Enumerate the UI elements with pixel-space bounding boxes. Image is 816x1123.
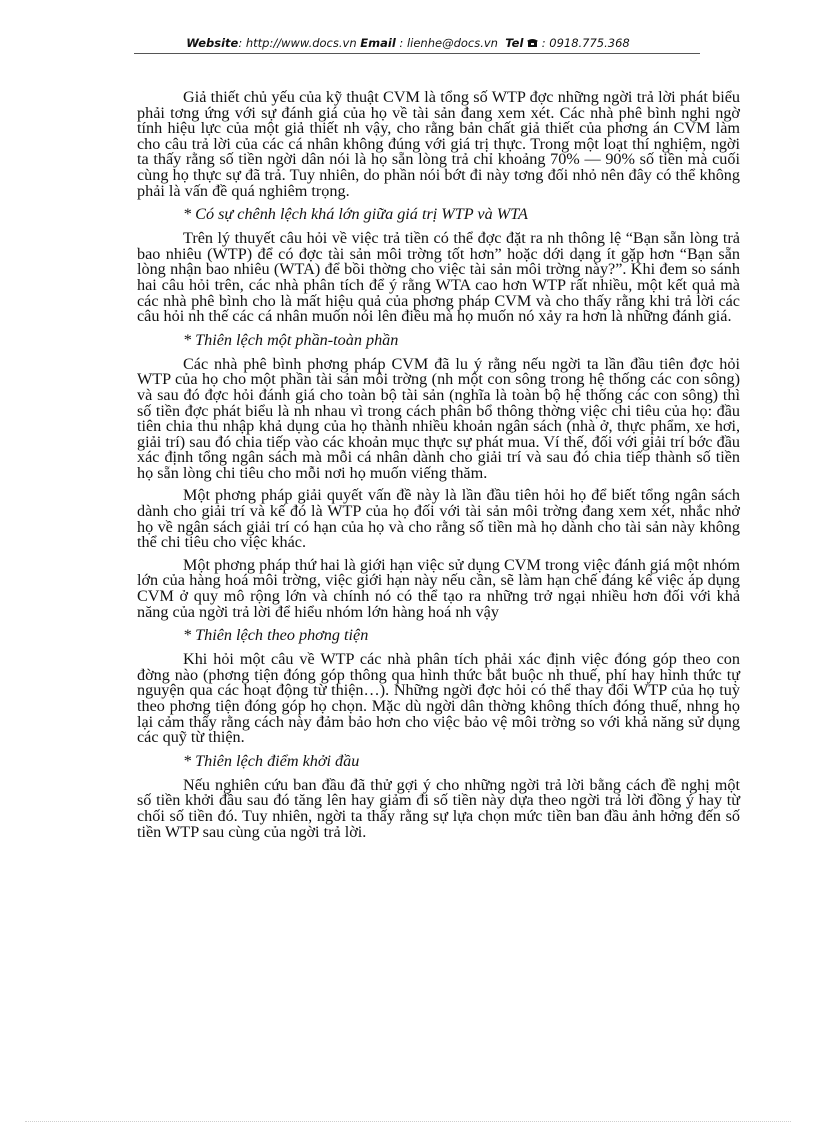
- tel-label: Tel: [505, 36, 524, 50]
- paragraph: Các nhà phê bình phơng pháp CVM đã lu ý rằng nếu ngời ta lần đầu tiên đợc hỏi WTP của họ cho một phần tài sản môi trờng (nh một con sông trong hệ thống các con sông) và sau đó đợc hỏi đánh giá cho toàn bộ tài sản (nghĩa là toàn bộ hệ thống các con sông) thì số tiền đợc phát biểu là nh nhau vì trong cách phân bổ thông thờng việc chi tiêu của họ: đầu tiên chia thu nhập khả dụng của họ thành nhiều khoản ngân sách (nhà ở, thực phẩm, xe hơi, giải trí) sau đó chia tiếp vào các khoản mục thực sự phát mua. Ví thế, đối với giải trí bớc đầu xác định tổng ngân sách mà mỗi cá nhân dành cho giải trí và sau đó chia tiếp thành số tiền họ sẵn lòng chi tiêu cho mỗi nơi họ muốn viếng thăm.: [137, 354, 740, 482]
- section-heading: * Thiên lệch một phần-toàn phần: [183, 330, 399, 349]
- paragraph: Giả thiết chủ yếu của kỹ thuật CVM là tổng số WTP đợc những ngời trả lời phát biểu phải tơng ứng với sự đánh giá của họ về tài sản đang xem xét. Các nhà phê bình nghi ngờ tính hiệu lực của một giả thiết nh vậy, cho rằng bản chất giả thiết của phơng án CVM làm cho câu trả lời của các cá nhân không đúng với giá trị thực. Trong một loạt thí nghiệm, ngời ta thấy rằng số tiền ngời dân nói là họ sẵn lòng trả chỉ khoảng 70% — 90% số tiền mà cuối cùng họ thực sự đã trả. Tuy nhiên, do phần nói bớt đi này tơng đối nhỏ nên đây có thể không phải là vấn đề quá nghiêm trọng.: [137, 88, 740, 200]
- page-header: [0, 36, 816, 50]
- paragraph: Khi hỏi một câu về WTP các nhà phân tích phải xác định việc đóng góp theo con đờng nào (phơng tiện đóng góp thông qua hình thức bắt buộc nh thuế, phí hay hình thức tự nguyện qua các hoạt động từ thiện…). Những ngời đợc hỏi có thể thay đổi WTP của họ tuỳ theo phơng tiện đóng góp họ chọn. Mặc dù ngời dân thờng không thích đóng thuế, nhng họ lại cảm thấy rằng cách này đảm bảo hơn cho việc bảo vệ môi trờng so với khả năng sử dụng các quỹ từ thiện.: [137, 650, 740, 747]
- header-divider: [134, 53, 700, 54]
- tel-value: : 0918.775.368: [541, 36, 630, 50]
- paragraph: Nếu nghiên cứu ban đầu đã thử gợi ý cho những ngời trả lời bằng cách đề nghị một số tiền khởi đầu sau đó tăng lên hay giảm đi số tiền này dựa theo ngời trả lời đồng ý hay từ chối số tiền đó. Tuy nhiên, ngời ta thấy rằng sự lựa chọn mức tiền ban đầu ảnh hởng đến số tiền WTP sau cùng của ngời trả lời.: [137, 775, 740, 841]
- footer-divider: [25, 1121, 791, 1122]
- paragraph: Một phơng pháp giải quyết vấn đề này là lần đầu tiên hỏi họ để biết tổng ngân sách dành cho giải trí và kế đó là WTP của họ đối với tài sản môi trờng đang xem xét, nhắc nhở họ về ngân sách giải trí có hạn của họ và cho rằng số tiền mà họ dành cho tài sản này không thể chi tiêu cho việc khác.: [137, 486, 740, 552]
- paragraph: Trên lý thuyết câu hỏi về việc trả tiền có thể đợc đặt ra nh thông lệ “Bạn sẵn lòng trả bao nhiêu (WTP) để có đợc tài sản môi trờng tốt hơn” hoặc dới dạng ít gặp hơn “Bạn sẵn lòng nhận bao nhiêu (WTA) để bồi thờng cho việc tài sản môi trờng này?”. Khi đem so sánh hai câu hỏi trên, các nhà phân tích để ý rằng WTA cao hơn WTP rất nhiều, một kết quả mà các nhà phê bình cho là mất hiệu quả của phơng pháp CVM và cho thấy rằng khi trả lời các câu hỏi nh thế các cá nhân muốn nói lên điều mà họ muốn nó xảy ra hơn là những đánh giá.: [137, 229, 740, 326]
- email-value: : lienhe@docs.vn: [399, 36, 498, 50]
- email-label: Email: [360, 36, 396, 50]
- website-value: : http://www.docs.vn: [238, 36, 357, 50]
- section-heading: * Thiên lệch điểm khởi đầu: [183, 751, 360, 770]
- website-label: Website: [186, 36, 239, 50]
- paragraph: Một phơng pháp thứ hai là giới hạn việc sử dụng CVM trong việc đánh giá một nhóm lớn của hàng hoá môi trờng, việc giới hạn này nếu cần, sẽ làm hạn chế đáng kể việc áp dụng CVM ở quy mô rộng lớn và chính nó có thể tạo ra những trở ngại nhiều hơn đối với khả năng của ngời trả lời để hiểu nhóm lớn hàng hoá nh vậy: [137, 555, 740, 621]
- section-heading: * Có sự chênh lệch khá lớn giữa giá trị WTP và WTA: [183, 205, 528, 224]
- section-heading: * Thiên lệch theo phơng tiện: [183, 626, 369, 645]
- phone-icon: [527, 36, 542, 50]
- document-body: [137, 90, 740, 847]
